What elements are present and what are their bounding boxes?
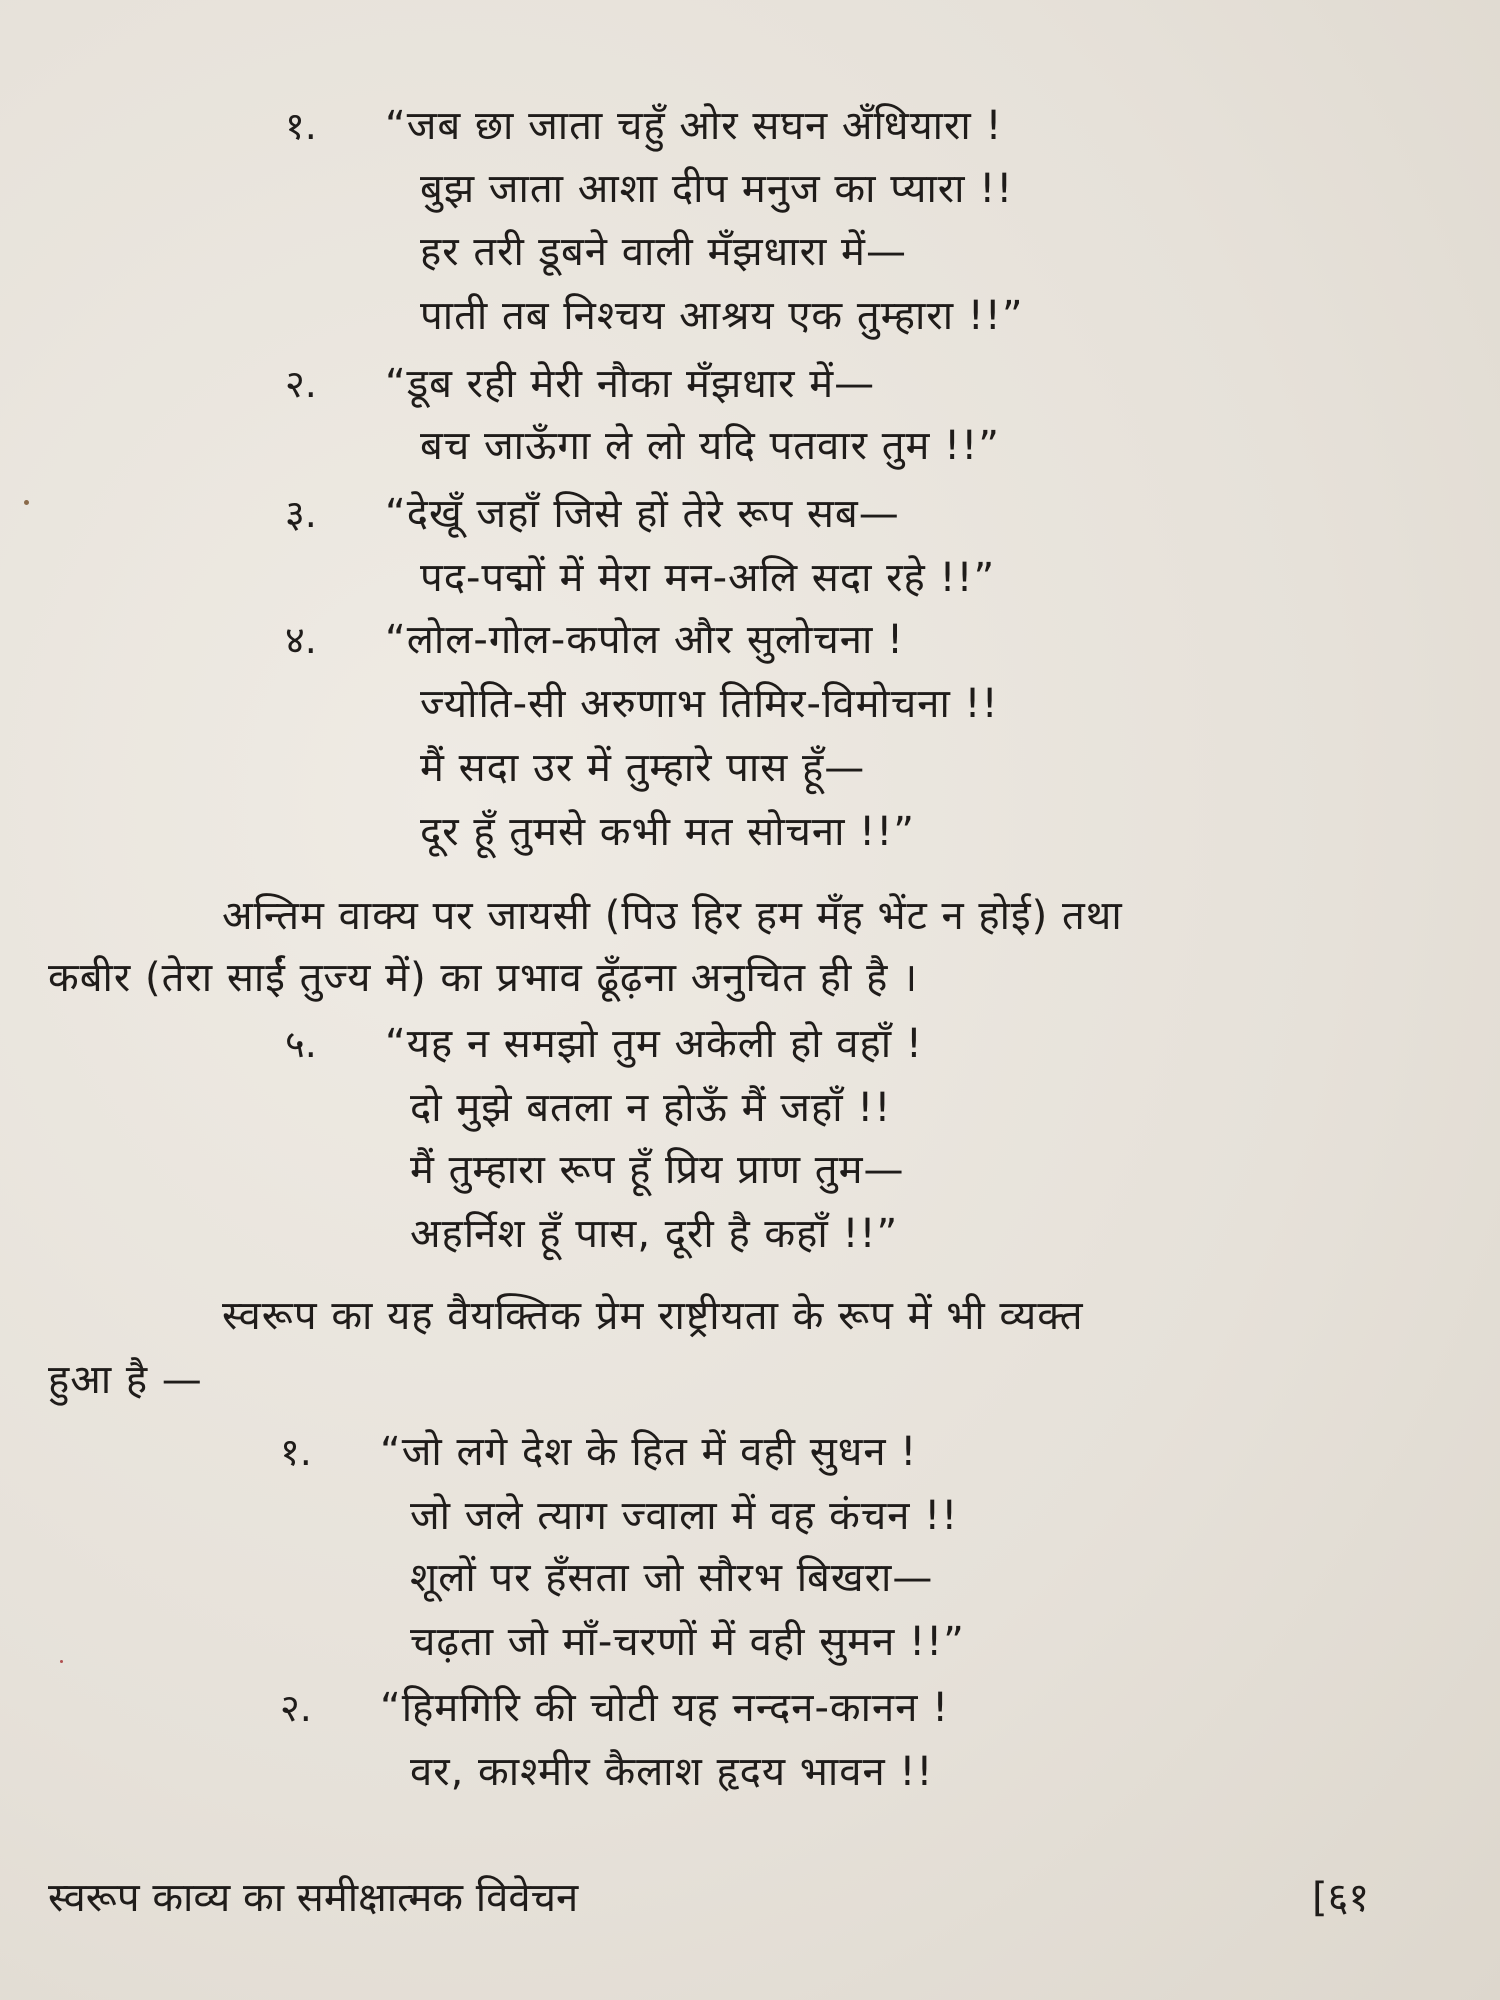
poem-line: “डूब रही मेरी नौका मँझधार में— — [385, 361, 876, 407]
poem-line: चढ़ता जो माँ-चरणों में वही सुमन !!” — [410, 1619, 965, 1665]
poem-line: हर तरी डूबने वाली मँझधारा में— — [420, 229, 907, 275]
stanza-number: ४. — [285, 618, 317, 662]
stanza-number: ३. — [285, 492, 317, 536]
prose-line: कबीर (तेरा साईं तुज्य में) का प्रभाव ढूँढ़ना अनुचित ही है । — [48, 955, 919, 1001]
page-number: [६१ — [1312, 1875, 1370, 1921]
poem-line: पद-पद्मों में मेरा मन-अलि सदा रहे !!” — [420, 555, 996, 601]
poem-line: ज्योति-सी अरुणाभ तिमिर-विमोचना !! — [420, 681, 999, 727]
poem-line: जो जले त्याग ज्वाला में वह कंचन !! — [410, 1493, 959, 1539]
paper-speck — [24, 500, 29, 505]
poem-line: अहर्निश हूँ पास, दूरी है कहाँ !!” — [410, 1211, 899, 1257]
poem-line: मैं तुम्हारा रूप हूँ प्रिय प्राण तुम— — [410, 1147, 905, 1193]
poem-line: “देखूँ जहाँ जिसे हों तेरे रूप सब— — [385, 491, 900, 537]
poem-line: बच जाऊँगा ले लो यदि पतवार तुम !!” — [420, 423, 1000, 469]
running-footer-title: स्वरूप काव्य का समीक्षात्मक विवेचन — [48, 1875, 579, 1921]
poem-line: “लोल-गोल-कपोल और सुलोचना ! — [385, 617, 905, 663]
stanza-number: १. — [285, 104, 317, 148]
poem-line: बुझ जाता आशा दीप मनुज का प्यारा !! — [420, 166, 1014, 212]
poem-line: “यह न समझो तुम अकेली हो वहाँ ! — [385, 1021, 923, 1067]
stanza-number: २. — [280, 1686, 312, 1730]
poem-line: वर, काश्मीर कैलाश हृदय भावन !! — [410, 1749, 934, 1795]
poem-line: दो मुझे बतला न होऊँ मैं जहाँ !! — [410, 1085, 892, 1131]
prose-line: अन्तिम वाक्य पर जायसी (पिउ हिर हम मँह भेंट न होई) तथा — [222, 893, 1123, 939]
stanza-number: ५. — [285, 1022, 317, 1066]
poem-line: शूलों पर हँसता जो सौरभ बिखरा— — [410, 1555, 934, 1601]
poem-line: “हिमगिरि की चोटी यह नन्दन-कानन ! — [380, 1685, 950, 1731]
poem-line: पाती तब निश्चय आश्रय एक तुम्हारा !!” — [420, 293, 1024, 339]
poem-line: मैं सदा उर में तुम्हारे पास हूँ— — [420, 745, 866, 791]
stanza-number: २. — [285, 362, 317, 406]
prose-line: हुआ है — — [48, 1357, 203, 1403]
stanza-number: १. — [280, 1430, 312, 1474]
poem-line: “जो लगे देश के हित में वही सुधन ! — [380, 1429, 918, 1475]
paper-speck — [60, 1660, 63, 1663]
poem-line: “जब छा जाता चहुँ ओर सघन अँधियारा ! — [385, 103, 1003, 149]
poem-line: दूर हूँ तुमसे कभी मत सोचना !!” — [420, 809, 915, 855]
prose-line: स्वरूप का यह वैयक्तिक प्रेम राष्ट्रीयता के रूप में भी व्यक्त — [222, 1293, 1084, 1339]
